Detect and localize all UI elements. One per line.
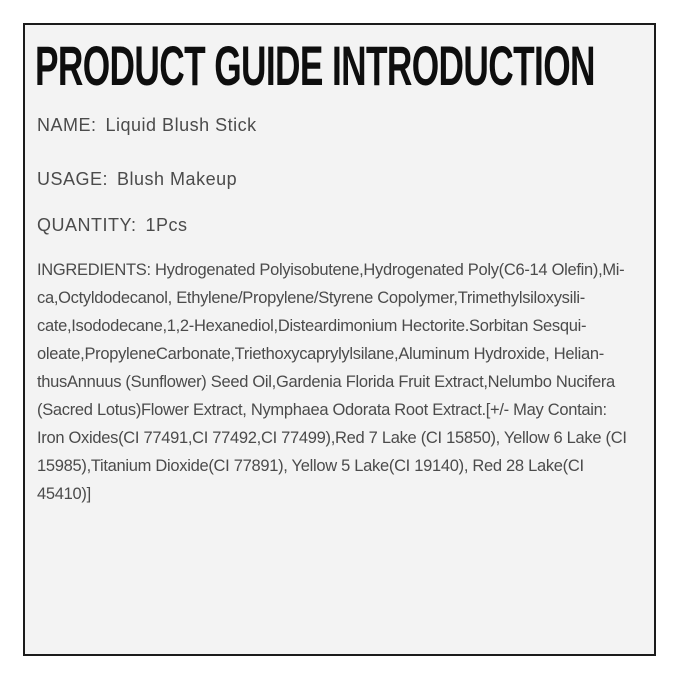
field-usage-value: Blush Makeup: [117, 169, 238, 189]
ingredients-line: thusAnnuus (Sunflower) Seed Oil,Gardenia Florida Fruit Extract,Nelumbo Nucifera: [37, 373, 615, 391]
field-name: [37, 115, 257, 136]
ingredients-line: cate,Isododecane,1,2-Hexanediol,Disteardimonium Hectorite.Sorbitan Sesqui-: [37, 317, 587, 335]
field-quantity: [37, 215, 188, 236]
ingredients-line: 15985),Titanium Dioxide(CI 77891), Yellow 5 Lake(CI 19140), Red 28 Lake(CI: [37, 457, 584, 475]
field-quantity-label: QUANTITY:: [37, 215, 137, 235]
ingredients-line: INGREDIENTS: Hydrogenated Polyisobutene,Hydrogenated Poly(C6-14 Olefin),Mi-: [37, 261, 625, 279]
field-name-label: NAME:: [37, 115, 97, 135]
field-usage-label: USAGE:: [37, 169, 109, 189]
ingredients-line: (Sacred Lotus)Flower Extract, Nymphaea Odorata Root Extract.[+/- May Contain:: [37, 401, 607, 419]
field-usage: [37, 169, 237, 190]
page-title: PRODUCT GUIDE INTRODUCTION: [35, 34, 595, 97]
ingredients-block: [37, 256, 648, 508]
product-guide-panel: [23, 23, 656, 656]
ingredients-line: Iron Oxides(CI 77491,CI 77492,CI 77499),Red 7 Lake (CI 15850), Yellow 6 Lake (CI: [37, 429, 627, 447]
field-quantity-value: 1Pcs: [145, 215, 188, 235]
ingredients-line: 45410)]: [37, 485, 91, 503]
ingredients-line: oleate,PropyleneCarbonate,Triethoxycaprylylsilane,Aluminum Hydroxide, Helian-: [37, 345, 604, 363]
ingredients-line: ca,Octyldodecanol, Ethylene/Propylene/Styrene Copolymer,Trimethylsiloxysili-: [37, 289, 585, 307]
field-name-value: Liquid Blush Stick: [105, 115, 257, 135]
